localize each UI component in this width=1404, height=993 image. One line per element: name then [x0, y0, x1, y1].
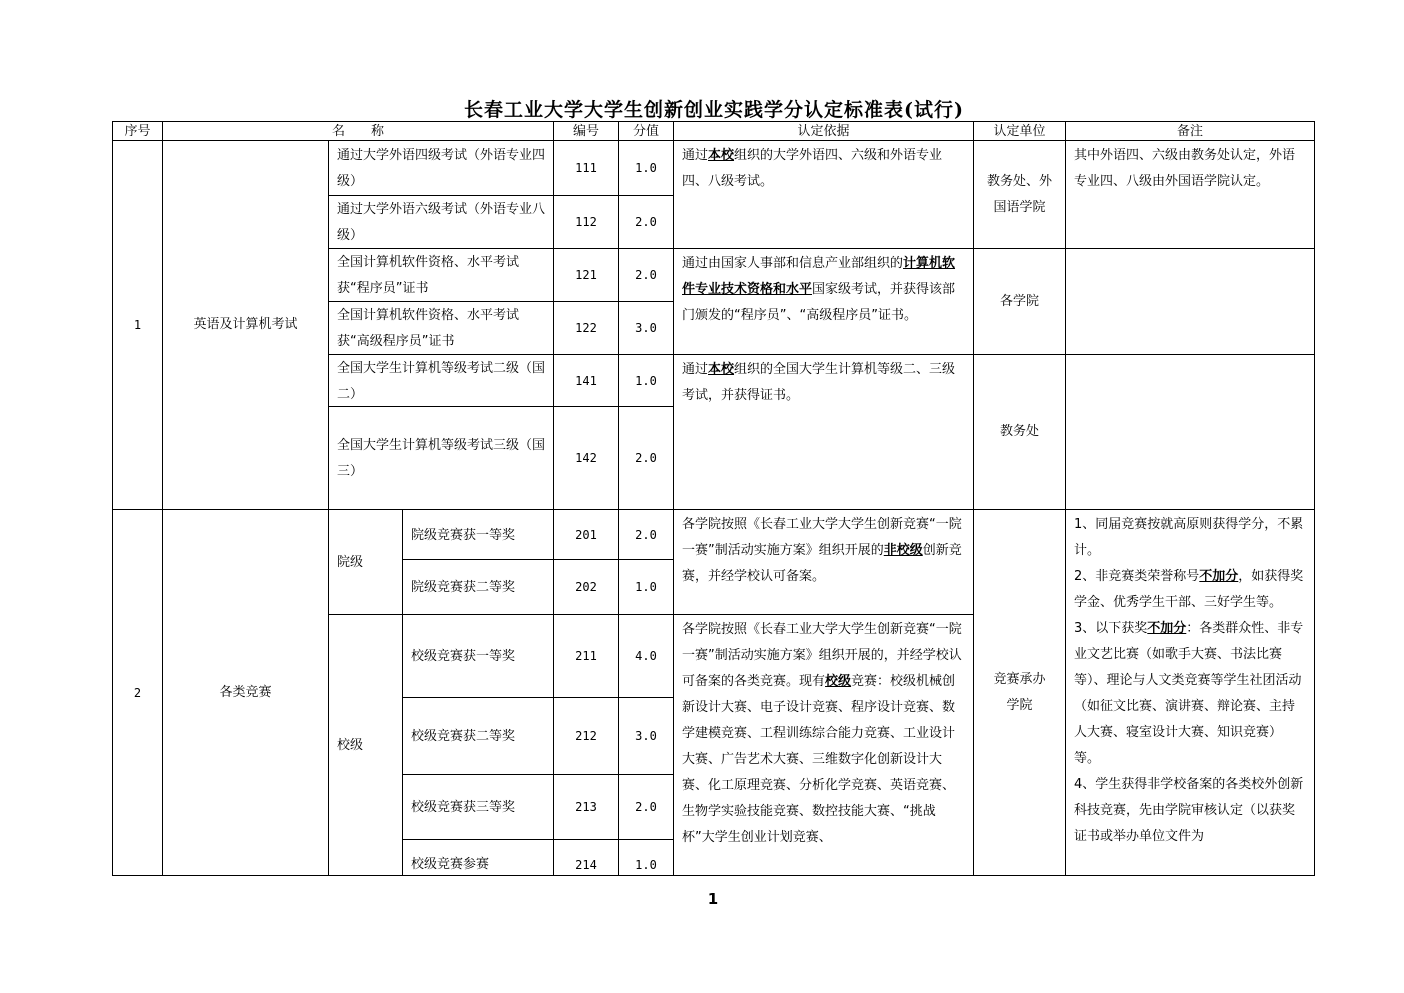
item-name-212: 校级竞赛获二等奖 [402, 697, 554, 775]
level-college: 院级 [328, 509, 403, 615]
level-school: 校级 [328, 614, 403, 876]
item-code-121: 121 [553, 248, 619, 302]
header-name: 名 称 [162, 121, 554, 141]
item-code-142: 142 [553, 406, 619, 510]
section2-remarks [1065, 509, 1315, 876]
item-score-111: 1.0 [618, 140, 674, 196]
section2-category: 各类竞赛 [162, 509, 329, 876]
section1-remark-1: 其中外语四、六级由教务处认定，外语专业四、八级由外国语学院认定。 [1065, 140, 1315, 249]
basis-text: 通过由国家人事部和信息产业部组织的计算机软件专业技术资格和水平国家级考试，并获得该部门颁发的“程序员”、“高级程序员”证书。 [682, 256, 956, 323]
item-score-201: 2.0 [618, 509, 674, 560]
item-score-142: 2.0 [618, 406, 674, 510]
item-name-141: 全国大学生计算机等级考试二级（国二） [328, 354, 554, 407]
section1-unit-2: 各学院 [973, 248, 1066, 355]
basis-text: 各学院按照《长春工业大学大学生创新竞赛“一院一赛”制活动实施方案》组织开展的，并经学校认可备案的各类竞赛。现有校级竞赛：校级机械创新设计大赛、电子设计竞赛、程序设计竞赛、数学建模竞赛、工程训练综合能力竞赛、工业设计大赛、广告艺术大赛、三维数字化创新设计大赛、化工原理竞赛、分析化学竞赛、英语竞赛、生物学实验技能竞赛、数控技能大赛、“挑战杯”大学生创业计划竞赛、 [682, 622, 962, 845]
item-name-111: 通过大学外语四级考试（外语专业四级） [328, 140, 554, 196]
section2-seq: 2 [112, 509, 163, 876]
item-score-211: 4.0 [618, 614, 674, 698]
section2-unit: 竞赛承办学院 [973, 509, 1066, 876]
remark-1: 1、同届竞赛按就高原则获得学分，不累计。 [1074, 517, 1304, 558]
item-code-213: 213 [553, 774, 619, 840]
item-code-211: 211 [553, 614, 619, 698]
header-code: 编号 [553, 121, 619, 141]
section2-basis-2 [673, 614, 974, 876]
section1-unit-3: 教务处 [973, 354, 1066, 510]
item-code-141: 141 [553, 354, 619, 407]
section1-category: 英语及计算机考试 [162, 140, 329, 510]
header-remark: 备注 [1065, 121, 1315, 141]
item-name-213: 校级竞赛获三等奖 [402, 774, 554, 840]
basis-text: 各学院按照《长春工业大学大学生创新竞赛“一院一赛”制活动实施方案》组织开展的非校级创新竞赛，并经学校认可备案。 [682, 517, 962, 584]
basis-text: 通过本校组织的大学外语四、六级和外语专业四、八级考试。 [682, 148, 943, 189]
item-code-212: 212 [553, 697, 619, 775]
remark-3: 3、以下获奖不加分：各类群众性、非专业文艺比赛（如歌手大赛、书法比赛等）、理论与人文类竞赛等学生社团活动（如征文比赛、演讲赛、辩论赛、主持人大赛、寝室设计大赛、知识竞赛）等。 [1074, 621, 1304, 766]
section1-basis-3 [673, 354, 974, 510]
item-code-202: 202 [553, 559, 619, 615]
section1-basis-2 [673, 248, 974, 355]
item-score-141: 1.0 [618, 354, 674, 407]
header-score: 分值 [618, 121, 674, 141]
section1-unit-1: 教务处、外国语学院 [973, 140, 1066, 249]
item-code-111: 111 [553, 140, 619, 196]
item-name-112: 通过大学外语六级考试（外语专业八级） [328, 195, 554, 249]
item-score-122: 3.0 [618, 301, 674, 355]
item-name-201: 院级竞赛获一等奖 [402, 509, 554, 560]
item-name-214: 校级竞赛参赛 [402, 839, 554, 876]
item-score-212: 3.0 [618, 697, 674, 775]
item-code-214: 214 [553, 839, 619, 876]
item-code-122: 122 [553, 301, 619, 355]
section2-basis-1 [673, 509, 974, 615]
header-unit: 认定单位 [973, 121, 1066, 141]
item-score-121: 2.0 [618, 248, 674, 302]
item-score-213: 2.0 [618, 774, 674, 840]
item-name-211: 校级竞赛获一等奖 [402, 614, 554, 698]
remark-2: 2、非竞赛类荣誉称号不加分，如获得奖学金、优秀学生干部、三好学生等。 [1074, 569, 1304, 610]
section1-seq: 1 [112, 140, 163, 510]
item-name-121: 全国计算机软件资格、水平考试获“程序员”证书 [328, 248, 554, 302]
item-score-202: 1.0 [618, 559, 674, 615]
item-score-112: 2.0 [618, 195, 674, 249]
page-number: 1 [707, 890, 719, 908]
basis-text: 通过本校组织的全国大学生计算机等级二、三级考试，并获得证书。 [682, 362, 956, 403]
item-name-202: 院级竞赛获二等奖 [402, 559, 554, 615]
item-code-112: 112 [553, 195, 619, 249]
section1-basis-1 [673, 140, 974, 249]
section1-remark-2 [1065, 248, 1315, 355]
header-seq: 序号 [112, 121, 163, 141]
document-title: 长春工业大学大学生创新创业实践学分认定标准表(试行) [464, 99, 964, 121]
item-name-122: 全国计算机软件资格、水平考试获“高级程序员”证书 [328, 301, 554, 355]
item-name-142: 全国大学生计算机等级考试三级（国三） [328, 406, 554, 510]
item-code-201: 201 [553, 509, 619, 560]
header-basis: 认定依据 [673, 121, 974, 141]
section1-remark-3 [1065, 354, 1315, 510]
remark-4: 4、学生获得非学校备案的各类校外创新科技竞赛，先由学院审核认定（以获奖证书或举办单位文件为 [1074, 777, 1304, 844]
item-score-214: 1.0 [618, 839, 674, 876]
